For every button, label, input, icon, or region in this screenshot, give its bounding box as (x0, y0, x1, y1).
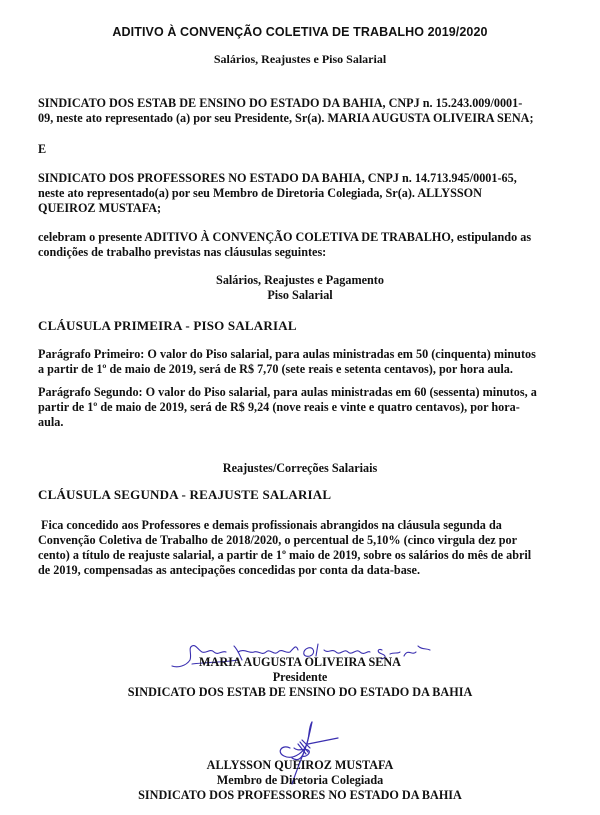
paragraph-line: aula. (38, 415, 64, 429)
paragraph-line: a partir de 1º de maio de 2019, será de R$ 7,70 (sete reais e setenta centavos), por hora aula. (38, 362, 513, 376)
paragraph-line: Parágrafo Primeiro: O valor do Piso salarial, para aulas ministradas em 50 (cinquenta) minutos (38, 347, 536, 361)
party-1-line: 09, neste ato representado (a) por seu Presidente, Sr(a). MARIA AUGUSTA OLIVEIRA SENA; (38, 111, 534, 125)
clause-1-paragraph-2 (38, 385, 563, 430)
section-1-heading (0, 273, 600, 303)
paragraph-line: Convenção Coletiva de Trabalho de 2018/2020, o percentual de 5,10% (cinco virgula dez por (38, 533, 518, 547)
document-subtitle: Salários, Reajustes e Piso Salarial (213, 52, 387, 66)
signatory-role: Membro de Diretoria Colegiada (216, 773, 384, 787)
party-2-line: neste ato representado(a) por seu Membro de Diretoria Colegiada, Sr(a). ALLYSSON (38, 186, 482, 200)
paragraph-line: Fica concedido aos Professores e demais profissionais abrangidos na cláusula segunda da (41, 518, 502, 532)
signatory-role: Presidente (272, 670, 328, 684)
signatory-organization: SINDICATO DOS ESTAB DE ENSINO DO ESTADO DA BAHIA (127, 685, 473, 699)
party-1-line: SINDICATO DOS ESTAB DE ENSINO DO ESTADO DA BAHIA, CNPJ n. 15.243.009/0001- (38, 96, 523, 110)
paragraph-line: de 2019, compensadas as antecipações concedidas por conta da data-base. (38, 563, 421, 577)
preamble-line: condições de trabalho previstas nas cláusulas seguintes: (38, 245, 327, 259)
document-title: ADITIVO À CONVENÇÃO COLETIVA DE TRABALHO 2019/2020 (112, 25, 488, 39)
signatory-name: ALLYSSON QUEIROZ MUSTAFA (206, 758, 394, 772)
clause-2-paragraph (38, 518, 563, 578)
preamble-line: celebram o presente ADITIVO À CONVENÇÃO COLETIVA DE TRABALHO, estipulando as (38, 230, 532, 244)
conjunction: E (38, 142, 47, 156)
preamble-paragraph (38, 230, 563, 260)
signatory-organization: SINDICATO DOS PROFESSORES NO ESTADO DA BAHIA (138, 788, 462, 802)
clause-1-title: CLÁUSULA PRIMEIRA - PISO SALARIAL (38, 318, 297, 333)
clause-2-title: CLÁUSULA SEGUNDA - REAJUSTE SALARIAL (38, 487, 332, 502)
signature-block-2 (0, 758, 600, 803)
section-heading-line: Salários, Reajustes e Pagamento (216, 273, 384, 287)
party-2-line: QUEIROZ MUSTAFA; (38, 201, 162, 215)
party-1-paragraph (38, 96, 563, 126)
clause-1-paragraph-1 (38, 347, 563, 377)
section-heading-line: Piso Salarial (267, 288, 333, 302)
section-2-heading: Reajustes/Correções Salariais (222, 461, 378, 475)
party-2-line: SINDICATO DOS PROFESSORES NO ESTADO DA BAHIA, CNPJ n. 14.713.945/0001-65, (38, 171, 517, 185)
paragraph-line: cento) a título de reajuste salarial, a partir de 1º maio de 2019, sobre os salários do mês de abril (38, 548, 532, 562)
paragraph-line: partir de 1º de maio de 2019, será de R$ 9,24 (nove reais e vinte e quatro centavos), por hora- (38, 400, 520, 414)
signature-block-1 (0, 655, 600, 700)
party-2-paragraph (38, 171, 563, 216)
paragraph-line: Parágrafo Segundo: O valor do Piso salarial, para aulas ministradas em 60 (sessenta) minutos, a (38, 385, 537, 399)
signatory-name: MARIA AUGUSTA OLIVEIRA SENA (199, 655, 401, 669)
